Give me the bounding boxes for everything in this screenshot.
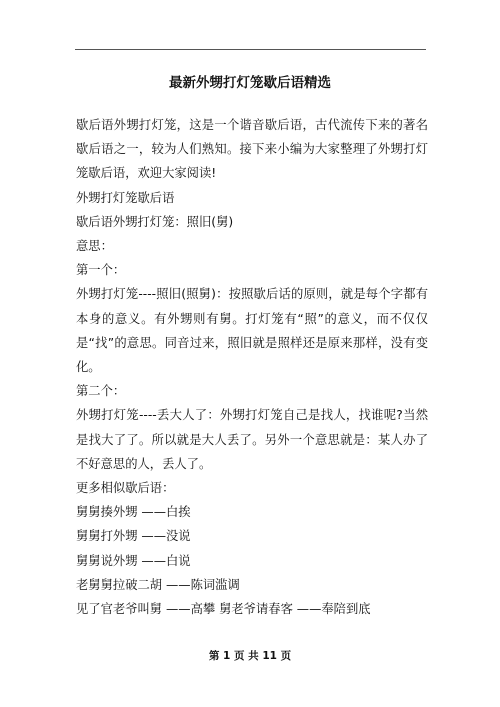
first-meaning-label: 第一个： [76, 263, 126, 278]
similar-sayings-label: 更多相似歇后语： [76, 481, 175, 496]
first-meaning-paragraph: 外甥打灯笼----照旧(照舅)：按照歇后话的原则，就是每个字都有本身的意义。有外甥则有舅。打灯笼有“照”的意义，而不仅仅是“找”的意思。同音过来，照旧就是照样还是原来那样，没有变化。 [76, 287, 428, 375]
document-body [76, 113, 428, 621]
answer-line: 歇后语外甥打灯笼：照旧(舅) [76, 214, 234, 229]
header-divider [75, 49, 426, 50]
saying-line: 老舅舅拉破二胡 ——陈词滥调 [76, 577, 240, 592]
saying-line: 舅舅打外甥 ——没说 [76, 529, 191, 544]
second-meaning-paragraph: 外甥打灯笼----丢大人了：外甥打灯笼自己是找人，找谁呢?当然是找大了了。所以就是大人丢了。另外一个意思就是：某人办了不好意思的人，丢人了。 [76, 408, 428, 471]
document-title: 最新外甥打灯笼歇后语精选 [169, 75, 331, 91]
second-meaning-label: 第二个： [76, 384, 126, 399]
intro-paragraph: 歇后语外甥打灯笼，这是一个谐音歇后语，古代流传下来的著名歇后语之一，较为人们熟知。接下来小编为大家整理了外甥打灯笼歇后语，欢迎大家阅读! [76, 118, 428, 181]
saying-line: 舅舅说外甥 ——白说 [76, 553, 191, 568]
saying-line: 见了官老爷叫舅 ——高攀 舅老爷请春客 ——奉陪到底 [76, 602, 371, 617]
page-number: 第 1 页 共 11 页 [208, 650, 292, 662]
meaning-label: 意思： [76, 239, 113, 254]
saying-line: 舅舅揍外甥 ——白挨 [76, 505, 191, 520]
section-heading: 外甥打灯笼歇后语 [76, 190, 175, 205]
